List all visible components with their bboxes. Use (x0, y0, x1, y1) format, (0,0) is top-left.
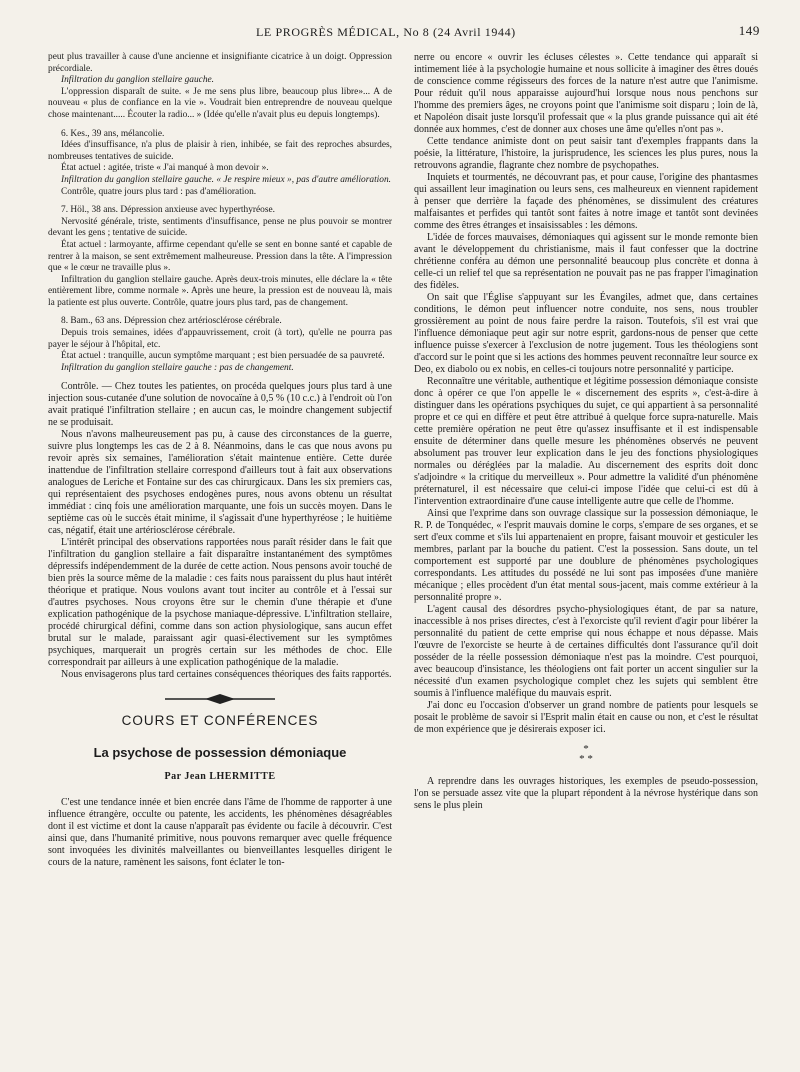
paragraph: Infiltration du ganglion stellaire gauche. « Je respire mieux », pas d'autre amélioration. (61, 174, 391, 185)
section-title: COURS ET CONFÉRENCES (121, 713, 319, 729)
paragraph: Nervosité générale, triste, sentiments d'insuffisance, pense ne plus pouvoir se montrer devant les gens ; tentative de suicide. (48, 216, 392, 239)
paragraph: Depuis trois semaines, idées d'appauvrissement, croit (à tort), qu'elle ne pourra pas payer le séjour à l'hôpital, etc. (48, 328, 392, 350)
section-ornament (48, 693, 392, 707)
paragraph: L'idée de forces mauvaises, démoniaques qui agissent sur le monde remonte bien avant le développement du christianisme, mais il faut confesser que la doctrine chrétienne conféra au démon une personnalité beaucoup plus concrète et donna à celle-ci un relief tel que sa représentation ne pouvait pas ne pas frapper l'imagination des fidèles. (414, 232, 758, 291)
paragraph: On sait que l'Église s'appuyant sur les Évangiles, admet que, dans certaines conditions, le démon peut influencer notre conduite, nos sens, nous troubler grossièrement au point de nous faire perdre la raison. Toutefois, s'il est vrai que l'influence démoniaque peut agir sur notre esprit, gardons-nous de penser que cette influence puisse s'exercer à l'exclusion de notre jugement. Tous les théologiens sont d'accord sur le point que si les actions des hommes peuvent reconnaître leur source ex Deo, ex diabolo ou ex nobis, en celles-ci toujours notre personnalité y participe. (414, 292, 758, 375)
paragraph: Ainsi que l'exprime dans son ouvrage classique sur la possession démoniaque, le R. P. de Tonquédec, « l'esprit mauvais domine le corps, s'empare de ses organes, et se sert d'eux comme et s'ils lui appartenaient en propre, faisant mouvoir et gesticuler les membres, parlant par la bouche du patient. C'est la possession. Sans doute, un tel comportement est supporté par une doublure de phénomènes psychologiques correspondants. Les attitudes du possédé ne lui sont pas imposées d'une manière mécanique ; elles procèdent d'un état mental sous-jacent, mais comme extérieur à la personnalité propre ». (414, 508, 758, 603)
paragraph: L'intérêt principal des observations rapportées nous paraît résider dans le fait que l'infiltration du ganglion stellaire a fait disparaître instantanément des symptômes dépressifs indépendemment de la durée de cette action. Nous pensons avoir touché de bien près la source même de la maladie : ces faits nous paraissent du plus haut intérêt théorique et pratique. Nous voulons avant tout inciter au contrôle et à l'essai sur d'autres psychoses. Nous croyons être sur le chemin d'une thérapie et d'une explication pathogénique de la psychose maniaque-dépressive. L'infiltration stellaire, procédé chirurgical défini, comme dans son action physiologique, sans aucun effet brutal sur le malade, paraissant agir quasi-électivement sur les symptômes psychiques, marquerait un progrès certain sur les méthodes de choc. Elle correspondrait par ailleurs à une explication pathogénique de la maladie. (48, 537, 392, 669)
paragraph: peut plus travailler à cause d'une ancienne et insignifiante cicatrice à un doigt. Oppression précordiale. (48, 52, 392, 74)
case-heading: 7. Höl., 38 ans. Dépression anxieuse avec hyperthyréose. (61, 205, 275, 216)
paragraph: Inquiets et tourmentés, ne découvrant pas, et pour cause, l'origine des phantasmes qui assaillent leur imagination ou leurs sens, ces malheureux en viennent rapidement à penser que derrière la façade des phénomènes, se dissimulent des créatures malfaisantes et perfides qui tantôt sont faites à notre image et tantôt sont devinées comme des êtres étranges et insaisissables : les démons. (414, 172, 758, 231)
running-header (48, 22, 760, 40)
running-title: LE PROGRÈS MÉDICAL, No 8 (24 Avril 1944) (256, 25, 516, 39)
article-title: La psychose de possession démoniaque (93, 745, 347, 761)
paragraph: A reprendre dans les ouvrages historiques, les exemples de pseudo-possession, l'on se persuade assez vite que la plupart répondent à la névrose hystérique dans son sens le plus plein (414, 776, 758, 811)
page-number: 149 (738, 23, 760, 38)
left-column (48, 52, 392, 869)
paragraph: État actuel : tranquille, aucun symptôme marquant ; est bien persuadée de sa pauvreté. (61, 351, 385, 362)
case-heading: 6. Kes., 39 ans, mélancolie. (61, 128, 165, 139)
paragraph: État actuel : larmoyante, affirme cependant qu'elle se sent en bonne santé et capable de rentrer à la maison, se sent extrêmement malheureuse. Pression dans la tête. A l'impression que « le cœur ne travaille plus ». (48, 239, 392, 274)
paragraph: Contrôle. — Chez toutes les patientes, on procéda quelques jours plus tard à une injection sous-cutanée d'une solution de novocaïne à 0,5 % (10 c.c.) à l'endroit où l'on avait pratiqué l'infiltration stellaire ; en aucun cas, le moindre changement subjectif ne se produisait. (48, 381, 392, 429)
paragraph: Infiltration du ganglion stellaire gauche. (61, 75, 215, 86)
case-heading: 8. Bam., 63 ans. Dépression chez artériosclérose cérébrale. (61, 316, 282, 327)
paragraph: nerre ou encore « ouvrir les écluses célestes ». Cette tendance qui apparaît si intimement liée à la psychologie humaine et nous sollicite à imaginer des êtres doués de conscience comme régisseurs des forces de la nature n'est autre que l'animisme. Pour réduit qu'il nous apparaisse aujourd'hui lorsque nous nous penchons sur l'homme des premiers âges, ne croyons point que l'animisme soit disparu ; loin de là, et Napoléon disait juste lorsqu'il professait que « la plus grande puissance qui ait été donnée aux hommes, c'est de donner aux choses une âme qu'elles n'ont pas ». (414, 52, 758, 135)
ornament-icon (165, 693, 275, 705)
paragraph: Nous n'avons malheureusement pas pu, à cause des circonstances de la guerre, suivre plus longtemps les cas de 2 à 8. Néanmoins, dans le cas que nous avons pu revoir après six semaines, l'amélioration s'était maintenue entière. Cette durée inattendue de l'infiltration stellaire correspond d'ailleurs tout à fait aux observations analogues de Leriche et Fontaine sur des cas chirurgicaux. Dans les six premiers cas, qui représentaient des psychoses endogènes pures, nous avons obtenu un résultat immédiat : cinq fois une amélioration marquante, une fois un succès moyen. Dans le septième cas où le succès était minime, il s'agissait d'une hyperthyréose ; le huitième cas, négatif, était une artériosclérose cérébrale. (48, 429, 392, 537)
right-column (414, 52, 758, 812)
paragraph: L'agent causal des désordres psycho-physiologiques étant, de par sa nature, inaccessible à nos prises directes, c'est à l'exorciste qu'il revient d'agir pour libérer la personnalité du patient de cette emprise qui nous échappe et nous dépasse. Mais l'œuvre de l'exorciste se heurte à de certaines difficultés dont l'assurance qu'il doit posséder de la réelle possession démoniaque n'est pas la moindre. C'est pourquoi, avec beaucoup d'insistance, les théologiens ont fait porter un accent singulier sur la nécessité d'un examen psychologique complet chez les sujets qui semblent être soumis à l'influence maléfique du mauvais esprit. (414, 604, 758, 699)
paragraph: Infiltration du ganglion stellaire gauche : pas de changement. (61, 362, 294, 373)
paragraph: Infiltration du ganglion stellaire gauche. Après deux-trois minutes, elle déclare la « tête entièrement libre, comme normale ». Après une heure, la pression est de nouveau là, mais la patiente est plus ouverte. Contrôle, quatre jours plus tard, pas de changement. (48, 274, 392, 308)
paragraph: L'oppression disparaît de suite. « Je me sens plus libre, beaucoup plus libre»... A de nouveau « plus de confiance en la vie ». Voudrait bien entreprendre de nouveau quelque chose maintenant..... Écouter la radio... » (Idée qu'elle n'avait plus eu depuis longtemps). (48, 86, 392, 120)
asterism: * * * (579, 743, 593, 765)
paragraph: Reconnaître une véritable, authentique et légitime possession démoniaque consiste donc à opérer ce que l'on appelle le « discernement des esprits », c'est-à-dire à distinguer dans les opérations psychiques du sujet, ce qui appartient à sa personnalité propre et ce qui en diffère et peut être attribué à quelque force supra-naturelle. Mais cette première opération ne peut être qu'assez insuffisante et il est indispensable ensuite de déterminer dans quelle mesure les phénomènes observés ne peuvent absolument pas trouver leur explication dans le jeu des fonctions physiologiques normales ou déréglées par la maladie. Au discernement des esprits doit donc s'adjoindre « la critique du merveilleux ». Pour admettre la validité d'un phénomène préternaturel, il est nécessaire que celui-ci impose l'idée que celui-ci est dû à l'intervention extraordinaire d'une cause intelligente autre que celle de l'homme. (414, 376, 758, 507)
paragraph: Idées d'insuffisance, n'a plus de plaisir à rien, inhibée, se fait des reproches absurdes, nombreuses tentatives de suicide. (48, 140, 392, 162)
paragraph: État actuel : agitée, triste « J'ai manqué à mon devoir ». (61, 163, 269, 174)
paragraph: C'est une tendance innée et bien encrée dans l'âme de l'homme de rapporter à une influence étrangère, occulte ou patente, les accidents, les phénomènes désagréables dont il est victime et dont la cause n'apparaît pas évidente ou facile à découvrir. C'est ainsi que, dans l'humanité primitive, nous pouvons remarquer avec quelle fréquence sont invoquées les divinités malveillantes ou bienveillantes lesquelles dirigent le cours de la nature, ramènent les saisons, font éclater le ton- (48, 797, 392, 869)
paragraph: Contrôle, quatre jours plus tard : pas d'amélioration. (61, 186, 257, 197)
paragraph: Cette tendance animiste dont on peut saisir tant d'exemples frappants dans la poésie, la littérature, l'histoire, la jurisprudence, les sciences les plus pures, nous la retrouvons agrandie, flagrante chez nombre de psychopathes. (414, 136, 758, 171)
article-byline: Par Jean LHERMITTE (164, 771, 276, 783)
paragraph: J'ai donc eu l'occasion d'observer un grand nombre de patients pour lesquels se posait le problème de savoir si l'Esprit malin était en cause ou non, et c'est le résultat de mon expérience que je désirerais exposer ici. (414, 700, 758, 735)
paragraph: Nous envisagerons plus tard certaines conséquences théoriques des faits rapportés. (61, 669, 392, 681)
